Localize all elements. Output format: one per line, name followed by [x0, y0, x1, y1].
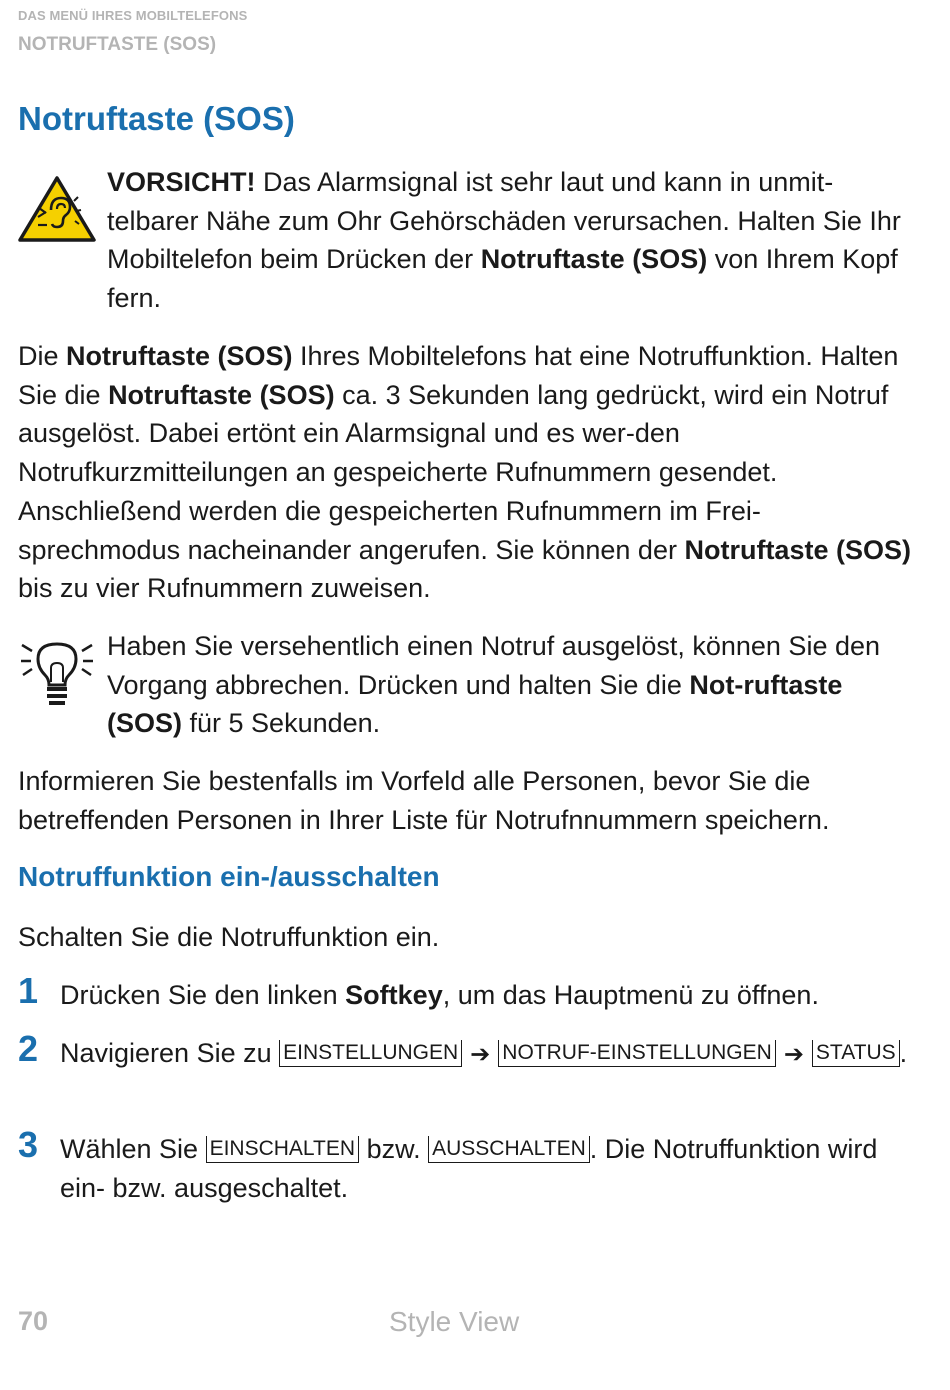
page-number: 70: [18, 1306, 49, 1336]
intro-bold: Notruftaste (SOS): [684, 534, 911, 565]
section-intro: Schalten Sie die Notruffunktion ein.: [18, 922, 440, 952]
step-number: 2: [18, 1028, 39, 1069]
tip-bold-term: Not-ruftaste (SOS): [107, 669, 843, 739]
intro-bold: Notruftaste (SOS): [66, 341, 293, 371]
warning-text-part: von Ihrem Kopf fern.: [107, 244, 898, 314]
step-text-part: Navigieren Sie zu: [60, 1038, 280, 1068]
step-number: 1: [18, 970, 39, 1011]
arrow-right-icon: ➔: [783, 1041, 804, 1068]
step-text-part: . Die Notruffunktion wird ein- bzw. ausgeschaltet.: [60, 1134, 878, 1203]
step-bold-term: Softkey: [345, 980, 443, 1010]
arrow-right-icon: ➔: [470, 1041, 491, 1068]
warning-lead: VORSICHT!: [107, 167, 256, 197]
page-title: Notruftaste (SOS): [18, 100, 295, 137]
warning-bold-term: Notruftaste (SOS): [480, 244, 708, 275]
menu-key-notruf-einstellungen: NOTRUF-EINSTELLUNGEN: [498, 1040, 776, 1067]
menu-key-einstellungen: EINSTELLUNGEN: [279, 1040, 462, 1067]
intro-paragraph: [18, 337, 918, 608]
tip-text-part: Haben Sie versehentlich einen Notruf ausgelöst, können Sie den Vorgang abbrechen. Drücken und halten Sie die: [107, 631, 881, 700]
step-text-part: Drücken Sie den linken: [60, 980, 346, 1010]
intro-text: ca. 3 Sekunden lang gedrückt, wird ein Notruf ausgelöst. Dabei ertönt ein Alarmsignal und es wer-den Notrufkurzmitteilungen an gespeicherte Rufnummern gesendet. Anschließend werden die gespeicherten Rufnummern im Frei-sprechmodus nacheinander angerufen. Sie können der: [18, 379, 889, 565]
intro-text: bis zu vier Rufnummern zuweisen.: [18, 573, 431, 604]
info-paragraph: Informieren Sie bestenfalls im Vorfeld alle Personen, bevor Sie die betreffenden Personen in Ihrer Liste für Notrufnnummern speichern.: [18, 766, 830, 835]
step-text: [60, 1034, 920, 1075]
step-text-part: , um das Hauptmenü zu öffnen.: [442, 980, 819, 1010]
intro-text: Die: [18, 341, 67, 371]
step-text: [60, 1130, 920, 1207]
warning-loud-sound-icon: [18, 175, 96, 243]
running-header-section: DAS MENÜ IHRES MOBILTELEFONS: [18, 8, 248, 23]
step-text-part: Wählen Sie: [60, 1134, 206, 1164]
section-heading: Notruffunktion ein-/ausschalten: [18, 861, 440, 892]
lightbulb-icon: [18, 635, 96, 713]
step-text-part: .: [899, 1038, 908, 1068]
step-number: 3: [18, 1124, 39, 1165]
menu-key-einschalten: EINSCHALTEN: [206, 1136, 359, 1163]
warning-text-part: Das Alarmsignal ist sehr laut und kann in unmit-telbarer Nähe zum Ohr Gehörschäden verursachen. Halten Sie Ihr Mobiltelefon beim Drücken der: [107, 167, 901, 275]
tip-text-part: für 5 Sekunden.: [182, 708, 381, 739]
intro-bold: Notruftaste (SOS): [108, 379, 335, 410]
menu-key-ausschalten: AUSSCHALTEN: [428, 1136, 590, 1163]
intro-text: Ihres Mobiltelefons hat eine Notruffunktion. Halten Sie die: [18, 341, 899, 410]
step-text: [60, 976, 920, 1015]
running-header-subsection: NOTRUFTASTE (SOS): [18, 34, 217, 55]
step-text-part: bzw.: [359, 1134, 429, 1164]
tip-text: [107, 627, 907, 743]
footer-product-name: Style View: [389, 1306, 520, 1337]
warning-text: [107, 163, 907, 318]
menu-key-status: STATUS: [812, 1040, 900, 1067]
